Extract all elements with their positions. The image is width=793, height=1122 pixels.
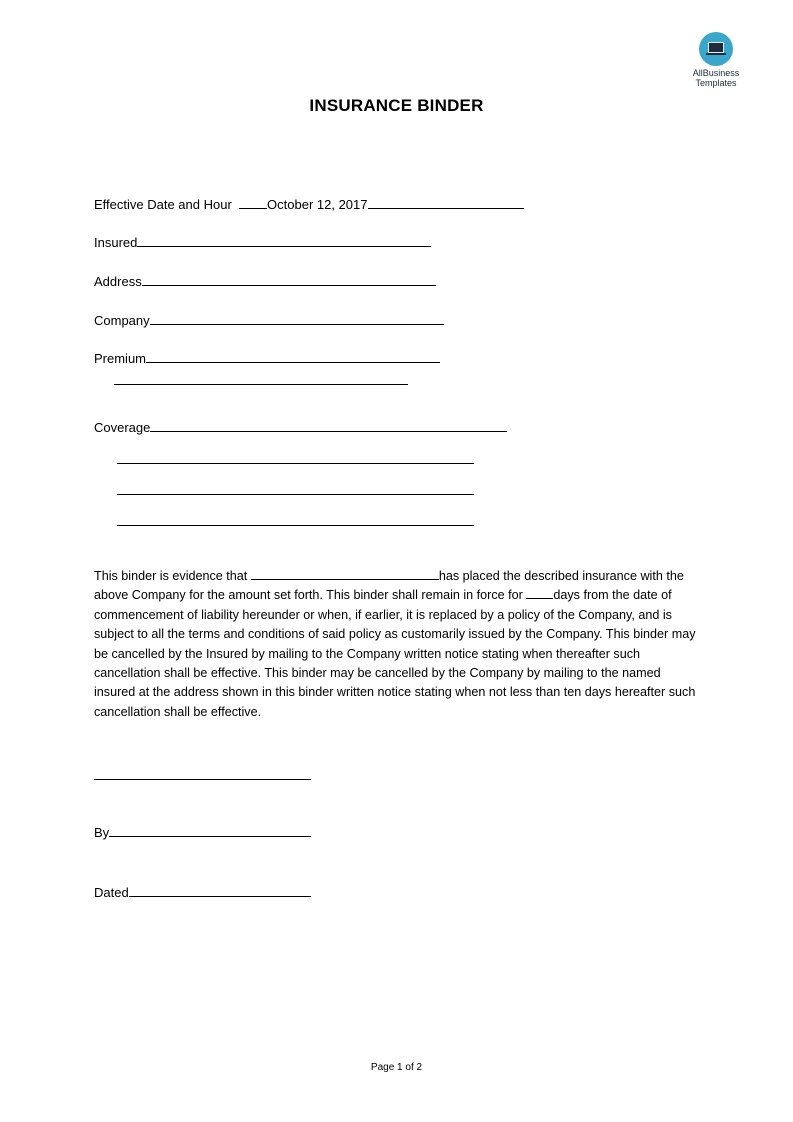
allbusiness-logo	[680, 30, 752, 88]
coverage-label: Coverage	[94, 420, 151, 435]
company-label: Company	[94, 313, 150, 328]
by-field	[94, 823, 311, 842]
company-blank[interactable]	[150, 311, 444, 325]
by-label: By	[94, 825, 110, 840]
paragraph-part-2: has placed the described insurance with the above Company for the amount set forth. This binder shall remain in force for	[94, 569, 684, 603]
effective-date-label: Effective Date and Hour	[94, 197, 232, 212]
company-field	[94, 311, 444, 330]
coverage-line-2[interactable]	[117, 494, 474, 495]
effective-date-blank-pre[interactable]	[239, 195, 267, 209]
insured-blank[interactable]	[137, 233, 431, 247]
signature-line[interactable]	[94, 779, 311, 780]
logo-text	[680, 68, 752, 88]
address-label: Address	[94, 274, 142, 289]
dated-blank[interactable]	[129, 883, 311, 897]
paragraph-part-1: This binder is evidence that	[94, 569, 248, 583]
insured-field	[94, 233, 431, 252]
premium-label: Premium	[94, 351, 147, 366]
insured-label: Insured	[94, 235, 138, 250]
dated-field	[94, 883, 311, 902]
dated-label: Dated	[94, 885, 129, 900]
premium-field	[94, 349, 440, 368]
premium-blank[interactable]	[146, 349, 440, 363]
premium-extra-line[interactable]	[114, 384, 408, 385]
logo-line-2: Templates	[695, 78, 737, 88]
paragraph-part-3: days from the date of commencement of liability hereunder or when, if earlier, it is replaced by a policy of the Company, and is subject to all the terms and conditions of said policy as customarily issued by the Company. This binder may be cancelled by the Insured by mailing to the Company written notice stating when thereafter such cancellation shall be effective. This binder may be cancelled by the Company by mailing to the named insured at the address shown in this binder written notice stating when not less than ten days hereafter such cancellation shall be effective.	[94, 588, 696, 719]
coverage-line-1[interactable]	[117, 463, 474, 464]
page-number: Page 1 of 2	[370, 1062, 423, 1073]
coverage-blank[interactable]	[150, 418, 507, 432]
logo-line-1: AllBusiness	[692, 68, 740, 78]
days-blank[interactable]	[526, 586, 553, 599]
coverage-line-3[interactable]	[117, 525, 474, 526]
by-blank[interactable]	[109, 823, 311, 837]
document-title: INSURANCE BINDER	[309, 96, 484, 115]
effective-date-value: October 12, 2017	[267, 197, 368, 212]
address-field	[94, 272, 436, 291]
effective-date-blank-post[interactable]	[368, 195, 524, 209]
laptop-icon	[699, 32, 733, 66]
effective-date-field	[94, 195, 524, 214]
binder-paragraph	[94, 567, 700, 722]
coverage-field	[94, 418, 507, 437]
insurer-blank[interactable]	[251, 567, 439, 580]
address-blank[interactable]	[142, 272, 436, 286]
